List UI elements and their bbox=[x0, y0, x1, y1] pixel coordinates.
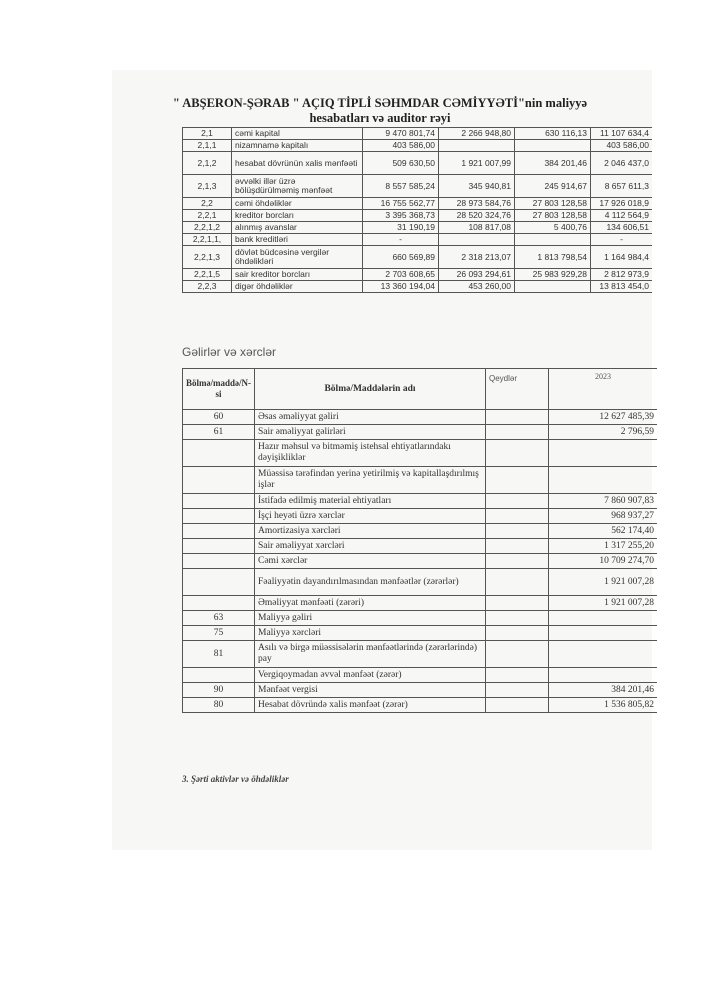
value-cell: 8 557 585,24 bbox=[363, 175, 439, 198]
value-cell: 25 983 929,28 bbox=[515, 269, 591, 281]
table-row bbox=[183, 569, 658, 596]
row-notes bbox=[486, 539, 549, 554]
row-code: 2,1,2 bbox=[183, 152, 232, 175]
value-cell: 2 318 213,07 bbox=[439, 246, 515, 269]
value-cell: 27 803 128,58 bbox=[515, 210, 591, 222]
table-row bbox=[183, 683, 658, 698]
row-name: kreditor borcları bbox=[232, 210, 363, 222]
value-cell: 4 112 564,9 bbox=[591, 210, 653, 222]
row-name: Maliyyə xərcləri bbox=[255, 626, 486, 641]
row-name: Sair əməliyyat gəlirləri bbox=[255, 425, 486, 440]
row-notes bbox=[486, 611, 549, 626]
row-code bbox=[183, 494, 255, 509]
row-code bbox=[183, 509, 255, 524]
table-row bbox=[183, 626, 658, 641]
row-value: 2 796,59 bbox=[549, 425, 658, 440]
table-row bbox=[183, 509, 658, 524]
table-row bbox=[183, 152, 653, 175]
value-cell bbox=[439, 140, 515, 152]
value-cell: 453 260,00 bbox=[439, 281, 515, 293]
table-row bbox=[183, 467, 658, 494]
value-cell: 8 657 611,3 bbox=[591, 175, 653, 198]
row-name: bank kreditləri bbox=[232, 234, 363, 246]
row-notes bbox=[486, 509, 549, 524]
row-value: 1 536 805,82 bbox=[549, 698, 658, 713]
row-code: 81 bbox=[183, 641, 255, 668]
row-name: əvvəlki illər üzrə bölüşdürülməmiş mənfəət bbox=[232, 175, 363, 198]
value-cell: 17 926 018,9 bbox=[591, 198, 653, 210]
row-name: sair kreditor borcları bbox=[232, 269, 363, 281]
row-name: Fəaliyyətin dayandırılmasından mənfəətlər (zərərlər) bbox=[255, 569, 486, 596]
row-code: 90 bbox=[183, 683, 255, 698]
value-cell: 403 586,00 bbox=[363, 140, 439, 152]
row-value bbox=[549, 641, 658, 668]
row-name: cəmi öhdəliklər bbox=[232, 198, 363, 210]
value-cell: 1 921 007,99 bbox=[439, 152, 515, 175]
table-row bbox=[183, 596, 658, 611]
value-cell: 26 093 294,61 bbox=[439, 269, 515, 281]
value-cell: 1 164 984,4 bbox=[591, 246, 653, 269]
table-row bbox=[183, 698, 658, 713]
value-cell: 2 266 948,80 bbox=[439, 128, 515, 140]
value-cell: 3 395 368,73 bbox=[363, 210, 439, 222]
table-row bbox=[183, 554, 658, 569]
value-cell: 2 812 973,9 bbox=[591, 269, 653, 281]
row-code: 75 bbox=[183, 626, 255, 641]
row-notes bbox=[486, 668, 549, 683]
row-value: 384 201,46 bbox=[549, 683, 658, 698]
table-row bbox=[183, 539, 658, 554]
row-value: 562 174,40 bbox=[549, 524, 658, 539]
table-row bbox=[183, 246, 653, 269]
row-code: 63 bbox=[183, 611, 255, 626]
row-value: 10 709 274,70 bbox=[549, 554, 658, 569]
row-notes bbox=[486, 467, 549, 494]
row-code bbox=[183, 569, 255, 596]
row-notes bbox=[486, 683, 549, 698]
value-cell: 2 046 437,0 bbox=[591, 152, 653, 175]
row-code: 2,2,1,2 bbox=[183, 222, 232, 234]
value-cell: - bbox=[591, 234, 653, 246]
row-value bbox=[549, 467, 658, 494]
table-row bbox=[183, 175, 653, 198]
table-header-row bbox=[183, 369, 658, 410]
row-notes bbox=[486, 440, 549, 467]
row-name: hesabat dövrünün xalis mənfəəti bbox=[232, 152, 363, 175]
value-cell: 31 190,19 bbox=[363, 222, 439, 234]
value-cell: 403 586,00 bbox=[591, 140, 653, 152]
row-name: Əməliyyat mənfəəti (zərəri) bbox=[255, 596, 486, 611]
row-value: 1 921 007,28 bbox=[549, 569, 658, 596]
row-name: digər öhdəliklər bbox=[232, 281, 363, 293]
row-value bbox=[549, 626, 658, 641]
row-notes bbox=[486, 494, 549, 509]
row-code bbox=[183, 440, 255, 467]
value-cell: 630 116,13 bbox=[515, 128, 591, 140]
row-code: 2,2 bbox=[183, 198, 232, 210]
table-row bbox=[183, 234, 653, 246]
row-code: 61 bbox=[183, 425, 255, 440]
row-code: 80 bbox=[183, 698, 255, 713]
value-cell: 28 973 584,76 bbox=[439, 198, 515, 210]
section-title: Gəlirlər və xərclər bbox=[182, 345, 277, 359]
row-notes bbox=[486, 641, 549, 668]
table-row bbox=[183, 222, 653, 234]
row-notes bbox=[486, 626, 549, 641]
row-value bbox=[549, 668, 658, 683]
value-cell: 108 817,08 bbox=[439, 222, 515, 234]
value-cell: 11 107 634,4 bbox=[591, 128, 653, 140]
row-code: 2,1,3 bbox=[183, 175, 232, 198]
value-cell: 660 569,89 bbox=[363, 246, 439, 269]
row-name: Hesabat dövründə xalis mənfəət (zərər) bbox=[255, 698, 486, 713]
table-row bbox=[183, 281, 653, 293]
row-name: cəmi kapital bbox=[232, 128, 363, 140]
row-name: İşçi heyəti üzrə xərclər bbox=[255, 509, 486, 524]
row-notes bbox=[486, 569, 549, 596]
row-name: Sair əməliyyat xərcləri bbox=[255, 539, 486, 554]
row-code bbox=[183, 524, 255, 539]
table-row bbox=[183, 269, 653, 281]
header-year: 2023 bbox=[549, 369, 658, 410]
row-value: 1 921 007,28 bbox=[549, 596, 658, 611]
value-cell: 13 360 194,04 bbox=[363, 281, 439, 293]
row-name: Müəssisə tərəfindən yerinə yetirilmiş və kapitallaşdırılmış işlər bbox=[255, 467, 486, 494]
row-code bbox=[183, 539, 255, 554]
value-cell: 345 940,81 bbox=[439, 175, 515, 198]
value-cell: 134 606,51 bbox=[591, 222, 653, 234]
row-name: Əsas əməliyyat gəliri bbox=[255, 410, 486, 425]
value-cell bbox=[515, 281, 591, 293]
row-name: Amortizasiya xərcləri bbox=[255, 524, 486, 539]
value-cell: 16 755 562,77 bbox=[363, 198, 439, 210]
row-name: Maliyyə gəliri bbox=[255, 611, 486, 626]
table-row bbox=[183, 210, 653, 222]
value-cell: 9 470 801,74 bbox=[363, 128, 439, 140]
row-name: Cəmi xərclər bbox=[255, 554, 486, 569]
row-name: İstifadə edilmiş material ehtiyatları bbox=[255, 494, 486, 509]
header-name: Bölmə/Maddələrin adı bbox=[255, 369, 486, 410]
value-cell bbox=[439, 234, 515, 246]
row-value bbox=[549, 611, 658, 626]
row-value: 968 937,27 bbox=[549, 509, 658, 524]
value-cell: 13 813 454,0 bbox=[591, 281, 653, 293]
row-code bbox=[183, 467, 255, 494]
table-row bbox=[183, 425, 658, 440]
row-notes bbox=[486, 698, 549, 713]
value-cell bbox=[515, 234, 591, 246]
row-code: 2,2,1,1, bbox=[183, 234, 232, 246]
row-code: 2,2,3 bbox=[183, 281, 232, 293]
value-cell: 5 400,76 bbox=[515, 222, 591, 234]
row-code: 2,1,1 bbox=[183, 140, 232, 152]
row-code bbox=[183, 554, 255, 569]
report-title bbox=[150, 96, 610, 126]
value-cell: 28 520 324,76 bbox=[439, 210, 515, 222]
row-code: 2,2,1,3 bbox=[183, 246, 232, 269]
row-code bbox=[183, 596, 255, 611]
row-notes bbox=[486, 410, 549, 425]
row-name: dövlət büdcəsinə vergilər öhdəlikləri bbox=[232, 246, 363, 269]
table-row bbox=[183, 641, 658, 668]
row-notes bbox=[486, 524, 549, 539]
value-cell: 509 630,50 bbox=[363, 152, 439, 175]
report-title-line1: " ABŞERON-ŞƏRAB " AÇIQ TİPLİ SƏHMDAR CƏMİYYƏTİ"nin maliyyə bbox=[172, 96, 588, 110]
row-notes bbox=[486, 596, 549, 611]
row-name: Hazır məhsul və bitməmiş istehsal ehtiyatlarındakı dəyişikliklər bbox=[255, 440, 486, 467]
row-code: 60 bbox=[183, 410, 255, 425]
row-notes bbox=[486, 554, 549, 569]
row-code: 2,2,1,5 bbox=[183, 269, 232, 281]
section-heading-contingent: 3. Şərti aktivlər və öhdəliklər bbox=[182, 774, 289, 784]
value-cell: 1 813 798,54 bbox=[515, 246, 591, 269]
table-row bbox=[183, 140, 653, 152]
row-code: 2,2,1 bbox=[183, 210, 232, 222]
row-name: Asılı və birgə müəssisələrin mənfəətlərində (zərərlərində) pay bbox=[255, 641, 486, 668]
row-name: nizamnamə kapitalı bbox=[232, 140, 363, 152]
header-code: Bölmə/maddə/N-si bbox=[183, 369, 255, 410]
row-name: alınmış avanslar bbox=[232, 222, 363, 234]
row-code: 2,1 bbox=[183, 128, 232, 140]
value-cell: - bbox=[363, 234, 439, 246]
balance-table bbox=[182, 127, 652, 293]
row-name: Vergiqoymadan əvvəl mənfəət (zərər) bbox=[255, 668, 486, 683]
value-cell: 27 803 128,58 bbox=[515, 198, 591, 210]
row-value: 7 860 907,83 bbox=[549, 494, 658, 509]
header-notes: Qeydlər bbox=[486, 369, 549, 410]
row-notes bbox=[486, 425, 549, 440]
row-name: Mənfəət vergisi bbox=[255, 683, 486, 698]
table-row bbox=[183, 611, 658, 626]
value-cell: 245 914,67 bbox=[515, 175, 591, 198]
table-row bbox=[183, 668, 658, 683]
table-row bbox=[183, 494, 658, 509]
report-title-line2: hesabatları və auditor rəyi bbox=[309, 111, 451, 125]
value-cell: 384 201,46 bbox=[515, 152, 591, 175]
row-value: 1 317 255,20 bbox=[549, 539, 658, 554]
table-row bbox=[183, 410, 658, 425]
value-cell: 2 703 608,65 bbox=[363, 269, 439, 281]
row-value: 12 627 485,39 bbox=[549, 410, 658, 425]
table-row bbox=[183, 128, 653, 140]
table-row bbox=[183, 198, 653, 210]
row-code bbox=[183, 668, 255, 683]
table-row bbox=[183, 524, 658, 539]
income-table bbox=[182, 368, 657, 713]
row-value bbox=[549, 440, 658, 467]
table-row bbox=[183, 440, 658, 467]
value-cell bbox=[515, 140, 591, 152]
